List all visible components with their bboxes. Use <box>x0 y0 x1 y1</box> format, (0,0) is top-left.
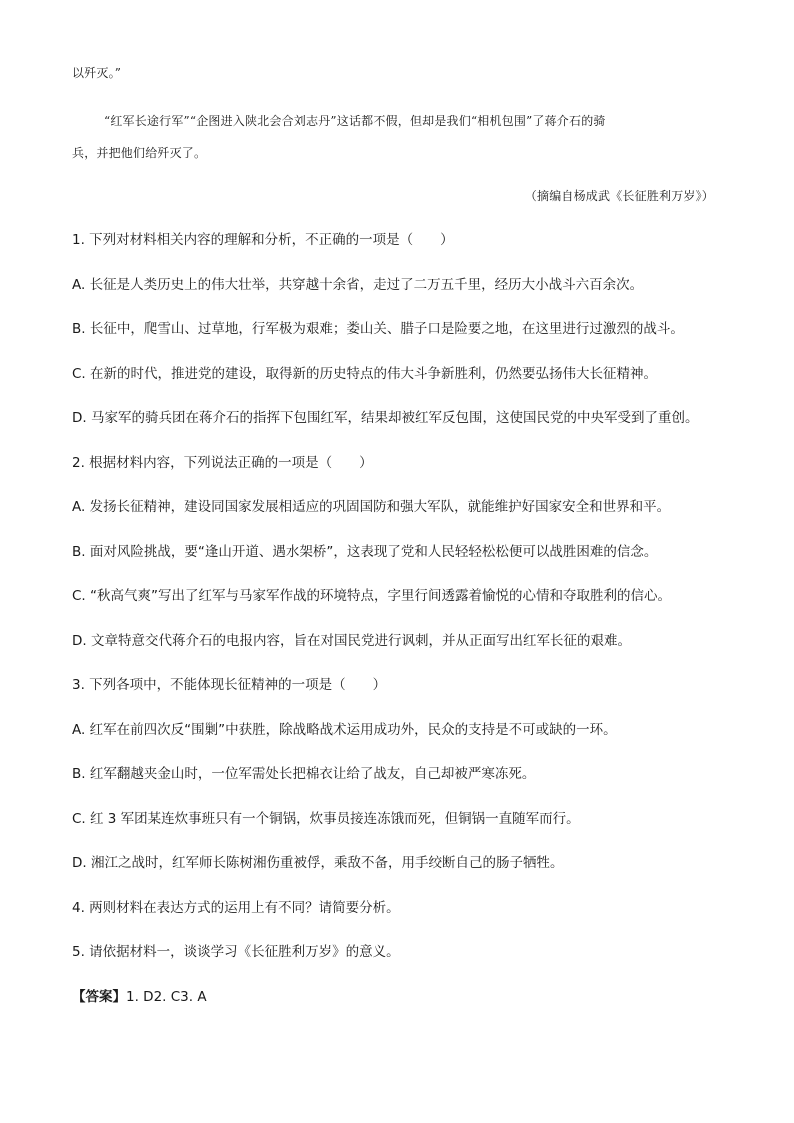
answer-text: 1. D2. C3. A <box>126 989 207 1005</box>
option-b: B. 长征中，爬雪山、过草地，行军极为艰难；娄山关、腊子口是险要之地，在这里进行过激烈的战斗。 <box>72 321 684 337</box>
option-b: B. 红军翻越夹金山时，一位军需处长把棉衣让给了战友，自己却被严寒冻死。 <box>72 766 536 782</box>
passage-line: 以歼灭。” <box>72 66 122 80</box>
option-d: D. 马家军的骑兵团在蒋介石的指挥下包围红军，结果却被红军反包围，这使国民党的中央军受到了重创。 <box>72 410 699 426</box>
question-stem: 3. 下列各项中，不能体现长征精神的一项是（ ） <box>72 677 387 693</box>
passage-line: 兵，并把他们给歼灭了。 <box>72 146 207 160</box>
option-c: C. “秋高气爽”写出了红军与马家军作战的环境特点，字里行间透露着愉悦的心情和夺取胜利的信心。 <box>72 588 671 604</box>
answer-line <box>72 991 207 1005</box>
question-stem: 1. 下列对材料相关内容的理解和分析，不正确的一项是（ ） <box>72 232 454 248</box>
option-a: A. 长征是人类历史上的伟大壮举，共穿越十余省，走过了二万五千里，经历大小战斗六百余次。 <box>72 277 644 293</box>
passage-source: （摘编自杨成武《长征胜利万岁》） <box>524 189 714 203</box>
question-stem: 2. 根据材料内容，下列说法正确的一项是（ ） <box>72 455 373 471</box>
passage-line: “红军长途行军”“企图进入陕北会合刘志丹”这话都不假，但却是我们“相机包围”了蒋介石的骑 <box>104 114 606 128</box>
question-stem: 4. 两则材料在表达方式的运用上有不同？请简要分析。 <box>72 900 400 916</box>
option-c: C. 在新的时代，推进党的建设，取得新的历史特点的伟大斗争新胜利，仍然要弘扬伟大长征精神。 <box>72 366 658 382</box>
option-a: A. 红军在前四次反“围剿”中获胜，除战略战术运用成功外，民众的支持是不可或缺的一环。 <box>72 722 617 738</box>
answer-label: 【答案】 <box>72 989 126 1005</box>
option-d: D. 文章特意交代蒋介石的电报内容，旨在对国民党进行讽刺，并从正面写出红军长征的艰难。 <box>72 633 631 649</box>
option-c: C. 红 3 军团某连炊事班只有一个铜锅，炊事员接连冻饿而死，但铜锅一直随军而行。 <box>72 811 580 827</box>
option-b: B. 面对风险挑战，要“逢山开道、遇水架桥”，这表现了党和人民轻轻松松便可以战胜困难的信念。 <box>72 544 658 560</box>
question-stem: 5. 请依据材料一，谈谈学习《长征胜利万岁》的意义。 <box>72 944 400 960</box>
option-a: A. 发扬长征精神，建设同国家发展相适应的巩固国防和强大军队，就能维护好国家安全和世界和平。 <box>72 499 671 515</box>
option-d: D. 湘江之战时，红军师长陈树湘伤重被俘，乘敌不备，用手绞断自己的肠子牺牲。 <box>72 855 564 871</box>
